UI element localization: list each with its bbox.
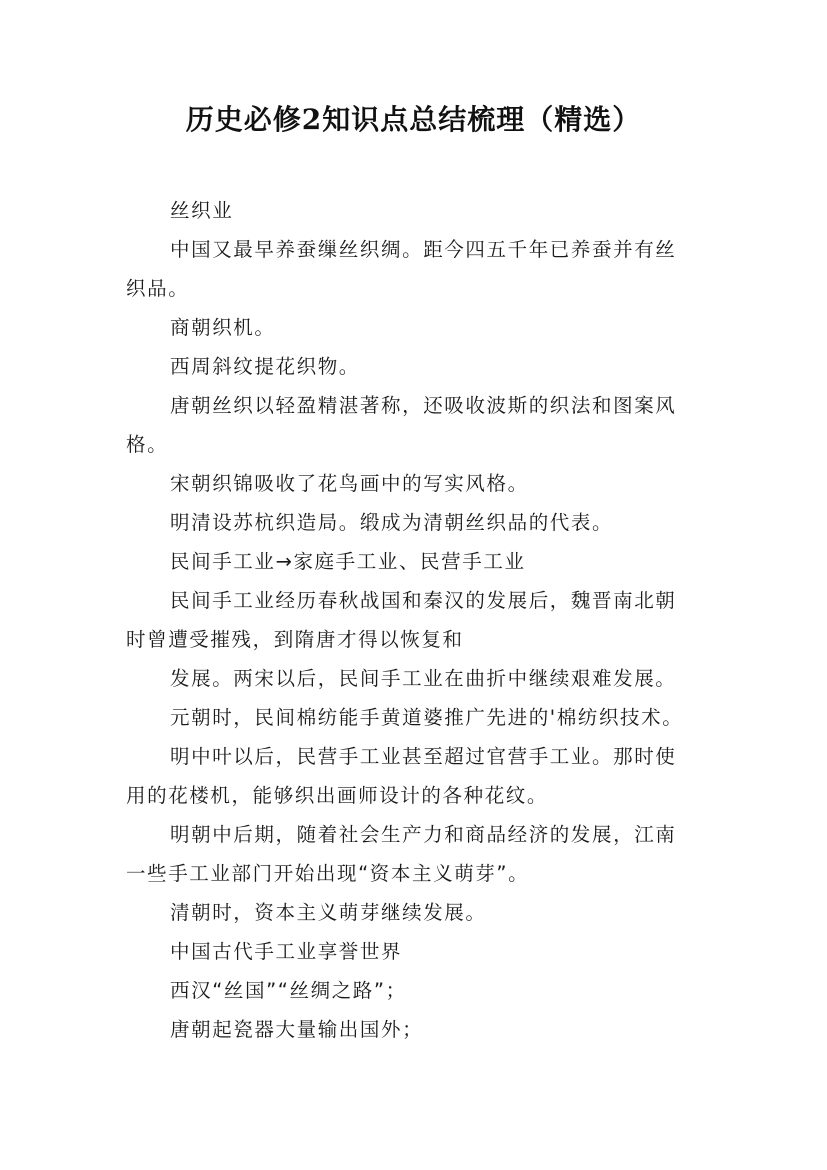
paragraph-line: 清朝时，资本主义萌芽继续发展。	[170, 901, 487, 924]
paragraph-line: 西汉“丝国”“丝绸之路”；	[170, 979, 407, 1002]
document-title: 历史必修2知识点总结梳理（精选）	[185, 103, 642, 136]
paragraph-line: 元朝时，民间棉纺能手黄道婆推广先进的'棉纺织技术。	[170, 706, 684, 729]
paragraph-line: 民间手工业经历春秋战国和秦汉的发展后，魏晋南北朝	[170, 589, 677, 612]
paragraph-line: 丝织业	[170, 199, 234, 222]
paragraph-line: 唐朝起瓷器大量输出国外；	[170, 1018, 424, 1041]
paragraph-line: 明朝中后期，随着社会生产力和商品经济的发展，江南	[170, 823, 677, 846]
paragraph-line: 格。	[126, 433, 169, 456]
paragraph-line: 一些手工业部门开始出现“资本主义萌芽”。	[126, 862, 530, 885]
paragraph-line: 宋朝织锦吸收了花鸟画中的写实风格。	[170, 472, 529, 495]
paragraph-line: 时曾遭受摧残，到隋唐才得以恢复和	[126, 628, 464, 651]
paragraph-line: 明清设苏杭织造局。缎成为清朝丝织品的代表。	[170, 511, 614, 534]
paragraph-line: 唐朝丝织以轻盈精湛著称，还吸收波斯的织法和图案风	[170, 394, 677, 417]
paragraph-line: 中国古代手工业享誉世界	[170, 940, 403, 963]
paragraph-line: 民间手工业→家庭手工业、民营手工业	[170, 550, 526, 573]
paragraph-line: 中国又最早养蚕缫丝织绸。距今四五千年已养蚕并有丝	[170, 238, 677, 261]
paragraph-line: 发展。两宋以后，民间手工业在曲折中继续艰难发展。	[170, 667, 677, 690]
paragraph-line: 织品。	[126, 277, 190, 300]
paragraph-line: 用的花楼机，能够织出画师设计的各种花纹。	[126, 784, 549, 807]
paragraph-line: 明中叶以后，民营手工业甚至超过官营手工业。那时使	[170, 745, 677, 768]
paragraph-line: 西周斜纹提花织物。	[170, 355, 360, 378]
paragraph-line: 商朝织机。	[170, 316, 276, 339]
